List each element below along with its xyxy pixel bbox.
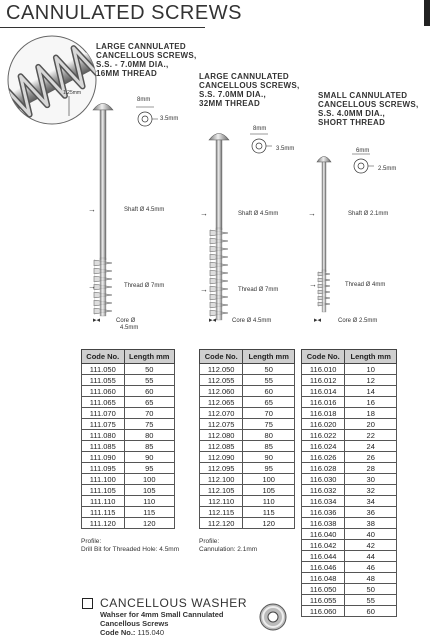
table-row bbox=[302, 529, 397, 540]
code-cell: 111.105 bbox=[82, 485, 125, 496]
code-cell: 111.075 bbox=[82, 419, 125, 430]
length-cell: 32 bbox=[345, 485, 397, 496]
table-row bbox=[82, 419, 175, 430]
length-cell: 20 bbox=[345, 419, 397, 430]
length-cell: 46 bbox=[345, 562, 397, 573]
column-header: Length mm bbox=[345, 350, 397, 364]
code-cell: 112.085 bbox=[200, 441, 243, 452]
large-32-description: LARGE CANNULATED CANCELLOUS SCREWS, S.S. 7.0MM DIA., 32MM THREAD bbox=[199, 72, 300, 108]
table-row bbox=[82, 485, 175, 496]
code-cell: 112.100 bbox=[200, 474, 243, 485]
code-cell: 112.050 bbox=[200, 364, 243, 375]
length-cell: 75 bbox=[124, 419, 175, 430]
code-cell: 112.110 bbox=[200, 496, 243, 507]
length-cell: 44 bbox=[345, 551, 397, 562]
column-header: Code No. bbox=[302, 350, 345, 364]
length-cell: 110 bbox=[243, 496, 295, 507]
table-row bbox=[302, 507, 397, 518]
table-row bbox=[82, 518, 175, 529]
small-code-table bbox=[301, 349, 397, 617]
code-cell: 111.120 bbox=[82, 518, 125, 529]
code-cell: 116.022 bbox=[302, 430, 345, 441]
table-row bbox=[302, 540, 397, 551]
table-row bbox=[302, 419, 397, 430]
code-cell: 111.060 bbox=[82, 386, 125, 397]
table-row bbox=[302, 397, 397, 408]
table-row bbox=[302, 452, 397, 463]
code-cell: 116.048 bbox=[302, 573, 345, 584]
table-row bbox=[200, 375, 295, 386]
code-cell: 112.095 bbox=[200, 463, 243, 474]
length-cell: 26 bbox=[345, 452, 397, 463]
arrow-marker: → bbox=[200, 209, 208, 218]
large-32-profile: Profile: Cannulation: 2.1mm bbox=[199, 538, 258, 553]
length-cell: 50 bbox=[345, 584, 397, 595]
table-row bbox=[302, 386, 397, 397]
length-cell: 24 bbox=[345, 441, 397, 452]
length-cell: 85 bbox=[243, 441, 295, 452]
code-cell: 111.065 bbox=[82, 397, 125, 408]
length-cell: 105 bbox=[243, 485, 295, 496]
table-row bbox=[302, 496, 397, 507]
code-cell: 116.012 bbox=[302, 375, 345, 386]
length-cell: 90 bbox=[124, 452, 175, 463]
code-cell: 112.060 bbox=[200, 386, 243, 397]
small-shaft-label: Shaft Ø 2.1mm bbox=[348, 211, 389, 217]
small-core-label: Core Ø 2.5mm bbox=[338, 318, 378, 324]
code-cell: 112.080 bbox=[200, 430, 243, 441]
length-cell: 60 bbox=[345, 606, 397, 617]
table-row bbox=[200, 485, 295, 496]
code-cell: 116.014 bbox=[302, 386, 345, 397]
table-row bbox=[200, 463, 295, 474]
length-cell: 65 bbox=[124, 397, 175, 408]
code-cell: 111.110 bbox=[82, 496, 125, 507]
length-cell: 80 bbox=[124, 430, 175, 441]
table-row bbox=[302, 474, 397, 485]
table-row bbox=[82, 364, 175, 375]
length-cell: 85 bbox=[124, 441, 175, 452]
inset-dimension-label: 1.25mm bbox=[63, 90, 82, 96]
length-cell: 70 bbox=[243, 408, 295, 419]
length-cell: 12 bbox=[345, 375, 397, 386]
code-cell: 116.034 bbox=[302, 496, 345, 507]
length-cell: 55 bbox=[124, 375, 175, 386]
table-row bbox=[200, 408, 295, 419]
code-cell: 112.075 bbox=[200, 419, 243, 430]
code-cell: 116.044 bbox=[302, 551, 345, 562]
arrow-marker: → bbox=[308, 209, 316, 218]
code-cell: 112.090 bbox=[200, 452, 243, 463]
length-cell: 30 bbox=[345, 474, 397, 485]
length-cell: 42 bbox=[345, 540, 397, 551]
large-16-thread-label: Thread Ø 7mm bbox=[124, 283, 165, 289]
code-cell: 111.085 bbox=[82, 441, 125, 452]
washer-description: Wahser for 4mm Small Cannulated Cancellous Screws Code No.: 115.040 bbox=[100, 610, 224, 637]
table-row bbox=[302, 595, 397, 606]
table-row bbox=[302, 408, 397, 419]
large-32-head-width: 8mm bbox=[253, 126, 267, 132]
large-16-profile: Profile: Drill Bit for Threaded Hole: 4.5mm bbox=[81, 538, 180, 553]
length-cell: 50 bbox=[124, 364, 175, 375]
code-cell: 116.032 bbox=[302, 485, 345, 496]
table-row bbox=[82, 452, 175, 463]
column-header: Length mm bbox=[124, 350, 175, 364]
screw-small-drawing bbox=[306, 148, 346, 328]
length-cell: 60 bbox=[124, 386, 175, 397]
corner-tab bbox=[424, 0, 430, 26]
title-rule bbox=[0, 27, 205, 28]
table-row bbox=[302, 584, 397, 595]
length-cell: 36 bbox=[345, 507, 397, 518]
washer-code: 115.040 bbox=[137, 628, 165, 637]
code-cell: 111.055 bbox=[82, 375, 125, 386]
table-row bbox=[302, 441, 397, 452]
table-row bbox=[302, 606, 397, 617]
table-row bbox=[200, 430, 295, 441]
code-cell: 112.105 bbox=[200, 485, 243, 496]
length-cell: 70 bbox=[124, 408, 175, 419]
table-row bbox=[200, 507, 295, 518]
length-cell: 50 bbox=[243, 364, 295, 375]
large-16-description: LARGE CANNULATED CANCELLOUS SCREWS, S.S. - 7.0MM DIA., 16MM THREAD bbox=[96, 42, 197, 78]
page-title: CANNULATED SCREWS bbox=[6, 2, 242, 24]
length-cell: 60 bbox=[243, 386, 295, 397]
large-16-shaft-label: Shaft Ø 4.5mm bbox=[124, 207, 165, 213]
length-cell: 90 bbox=[243, 452, 295, 463]
length-cell: 10 bbox=[345, 364, 397, 375]
table-row bbox=[302, 364, 397, 375]
code-cell: 116.046 bbox=[302, 562, 345, 573]
code-cell: 111.080 bbox=[82, 430, 125, 441]
code-cell: 116.040 bbox=[302, 529, 345, 540]
length-cell: 100 bbox=[243, 474, 295, 485]
code-cell: 116.010 bbox=[302, 364, 345, 375]
table-row bbox=[200, 419, 295, 430]
small-head-socket: 2.5mm bbox=[378, 166, 397, 172]
table-row bbox=[302, 430, 397, 441]
code-cell: 116.026 bbox=[302, 452, 345, 463]
table-row bbox=[200, 364, 295, 375]
arrow-marker: → bbox=[88, 205, 96, 214]
code-cell: 116.060 bbox=[302, 606, 345, 617]
code-cell: 116.016 bbox=[302, 397, 345, 408]
code-cell: 111.070 bbox=[82, 408, 125, 419]
length-cell: 75 bbox=[243, 419, 295, 430]
table-row bbox=[302, 485, 397, 496]
table-row bbox=[302, 562, 397, 573]
table-row bbox=[200, 474, 295, 485]
arrow-marker: → bbox=[309, 280, 317, 289]
code-cell: 116.038 bbox=[302, 518, 345, 529]
length-cell: 40 bbox=[345, 529, 397, 540]
code-cell: 111.050 bbox=[82, 364, 125, 375]
large-32-head-socket: 3.5mm bbox=[276, 146, 295, 152]
length-cell: 28 bbox=[345, 463, 397, 474]
table-row bbox=[200, 518, 295, 529]
table-row bbox=[200, 397, 295, 408]
table-row bbox=[82, 496, 175, 507]
length-cell: 120 bbox=[124, 518, 175, 529]
table-row bbox=[302, 573, 397, 584]
length-cell: 22 bbox=[345, 430, 397, 441]
table-row bbox=[82, 408, 175, 419]
table-row bbox=[200, 452, 295, 463]
table-row bbox=[82, 507, 175, 518]
length-cell: 48 bbox=[345, 573, 397, 584]
column-header: Code No. bbox=[82, 350, 125, 364]
length-cell: 14 bbox=[345, 386, 397, 397]
washer-title: CANCELLOUS WASHER bbox=[100, 596, 248, 610]
small-head-width: 6mm bbox=[356, 148, 370, 154]
table-row bbox=[302, 518, 397, 529]
length-cell: 55 bbox=[345, 595, 397, 606]
table-row bbox=[200, 386, 295, 397]
code-cell: 111.100 bbox=[82, 474, 125, 485]
table-row bbox=[302, 551, 397, 562]
small-description: SMALL CANNULATED CANCELLOUS SCREWS, S.S. 4.0MM DIA., SHORT THREAD bbox=[318, 91, 419, 127]
length-cell: 18 bbox=[345, 408, 397, 419]
length-cell: 110 bbox=[124, 496, 175, 507]
length-cell: 16 bbox=[345, 397, 397, 408]
code-cell: 111.090 bbox=[82, 452, 125, 463]
arrow-marker: ▸◂ bbox=[93, 317, 101, 324]
code-cell: 112.065 bbox=[200, 397, 243, 408]
code-cell: 116.055 bbox=[302, 595, 345, 606]
arrow-marker: ▸◂ bbox=[209, 317, 217, 324]
large-32-shaft-label: Shaft Ø 4.5mm bbox=[238, 211, 279, 217]
table-row bbox=[82, 397, 175, 408]
screw-large-32-head-detail bbox=[250, 130, 290, 156]
length-cell: 95 bbox=[124, 463, 175, 474]
table-row bbox=[200, 441, 295, 452]
code-cell: 112.120 bbox=[200, 518, 243, 529]
column-header: Code No. bbox=[200, 350, 243, 364]
screw-large-16-drawing bbox=[80, 95, 170, 335]
table-row bbox=[82, 375, 175, 386]
table-row bbox=[82, 474, 175, 485]
length-cell: 80 bbox=[243, 430, 295, 441]
code-cell: 111.115 bbox=[82, 507, 125, 518]
table-row bbox=[82, 463, 175, 474]
length-cell: 105 bbox=[124, 485, 175, 496]
column-header: Length mm bbox=[243, 350, 295, 364]
code-cell: 116.024 bbox=[302, 441, 345, 452]
table-row bbox=[82, 441, 175, 452]
arrow-marker: → bbox=[200, 285, 208, 294]
screw-large-32-drawing bbox=[200, 125, 260, 340]
small-thread-label: Thread Ø 4mm bbox=[345, 282, 386, 288]
table-row bbox=[82, 386, 175, 397]
table-row bbox=[200, 496, 295, 507]
code-cell: 112.115 bbox=[200, 507, 243, 518]
large-16-code-table bbox=[81, 349, 175, 529]
length-cell: 55 bbox=[243, 375, 295, 386]
code-cell: 111.095 bbox=[82, 463, 125, 474]
length-cell: 34 bbox=[345, 496, 397, 507]
length-cell: 115 bbox=[124, 507, 175, 518]
length-cell: 100 bbox=[124, 474, 175, 485]
code-cell: 116.042 bbox=[302, 540, 345, 551]
code-cell: 112.070 bbox=[200, 408, 243, 419]
code-cell: 116.018 bbox=[302, 408, 345, 419]
washer-code-label: Code No.: bbox=[100, 628, 136, 637]
table-row bbox=[82, 430, 175, 441]
length-cell: 115 bbox=[243, 507, 295, 518]
arrow-marker: → bbox=[88, 282, 96, 291]
length-cell: 38 bbox=[345, 518, 397, 529]
code-cell: 112.055 bbox=[200, 375, 243, 386]
washer-image bbox=[258, 602, 288, 632]
large-32-thread-label: Thread Ø 7mm bbox=[238, 287, 279, 293]
length-cell: 120 bbox=[243, 518, 295, 529]
arrow-marker: ▸◂ bbox=[314, 317, 322, 324]
large-32-code-table bbox=[199, 349, 295, 529]
code-cell: 116.036 bbox=[302, 507, 345, 518]
large-16-core-label: Core Ø 4.5mm bbox=[116, 318, 139, 331]
table-row bbox=[302, 375, 397, 386]
length-cell: 95 bbox=[243, 463, 295, 474]
length-cell: 65 bbox=[243, 397, 295, 408]
code-cell: 116.030 bbox=[302, 474, 345, 485]
large-32-core-label: Core Ø 4.5mm bbox=[232, 318, 272, 324]
code-cell: 116.028 bbox=[302, 463, 345, 474]
washer-checkbox bbox=[82, 598, 93, 609]
large-16-head-socket: 3.5mm bbox=[160, 116, 179, 122]
code-cell: 116.050 bbox=[302, 584, 345, 595]
large-16-head-width: 8mm bbox=[137, 97, 151, 103]
code-cell: 116.020 bbox=[302, 419, 345, 430]
table-row bbox=[302, 463, 397, 474]
